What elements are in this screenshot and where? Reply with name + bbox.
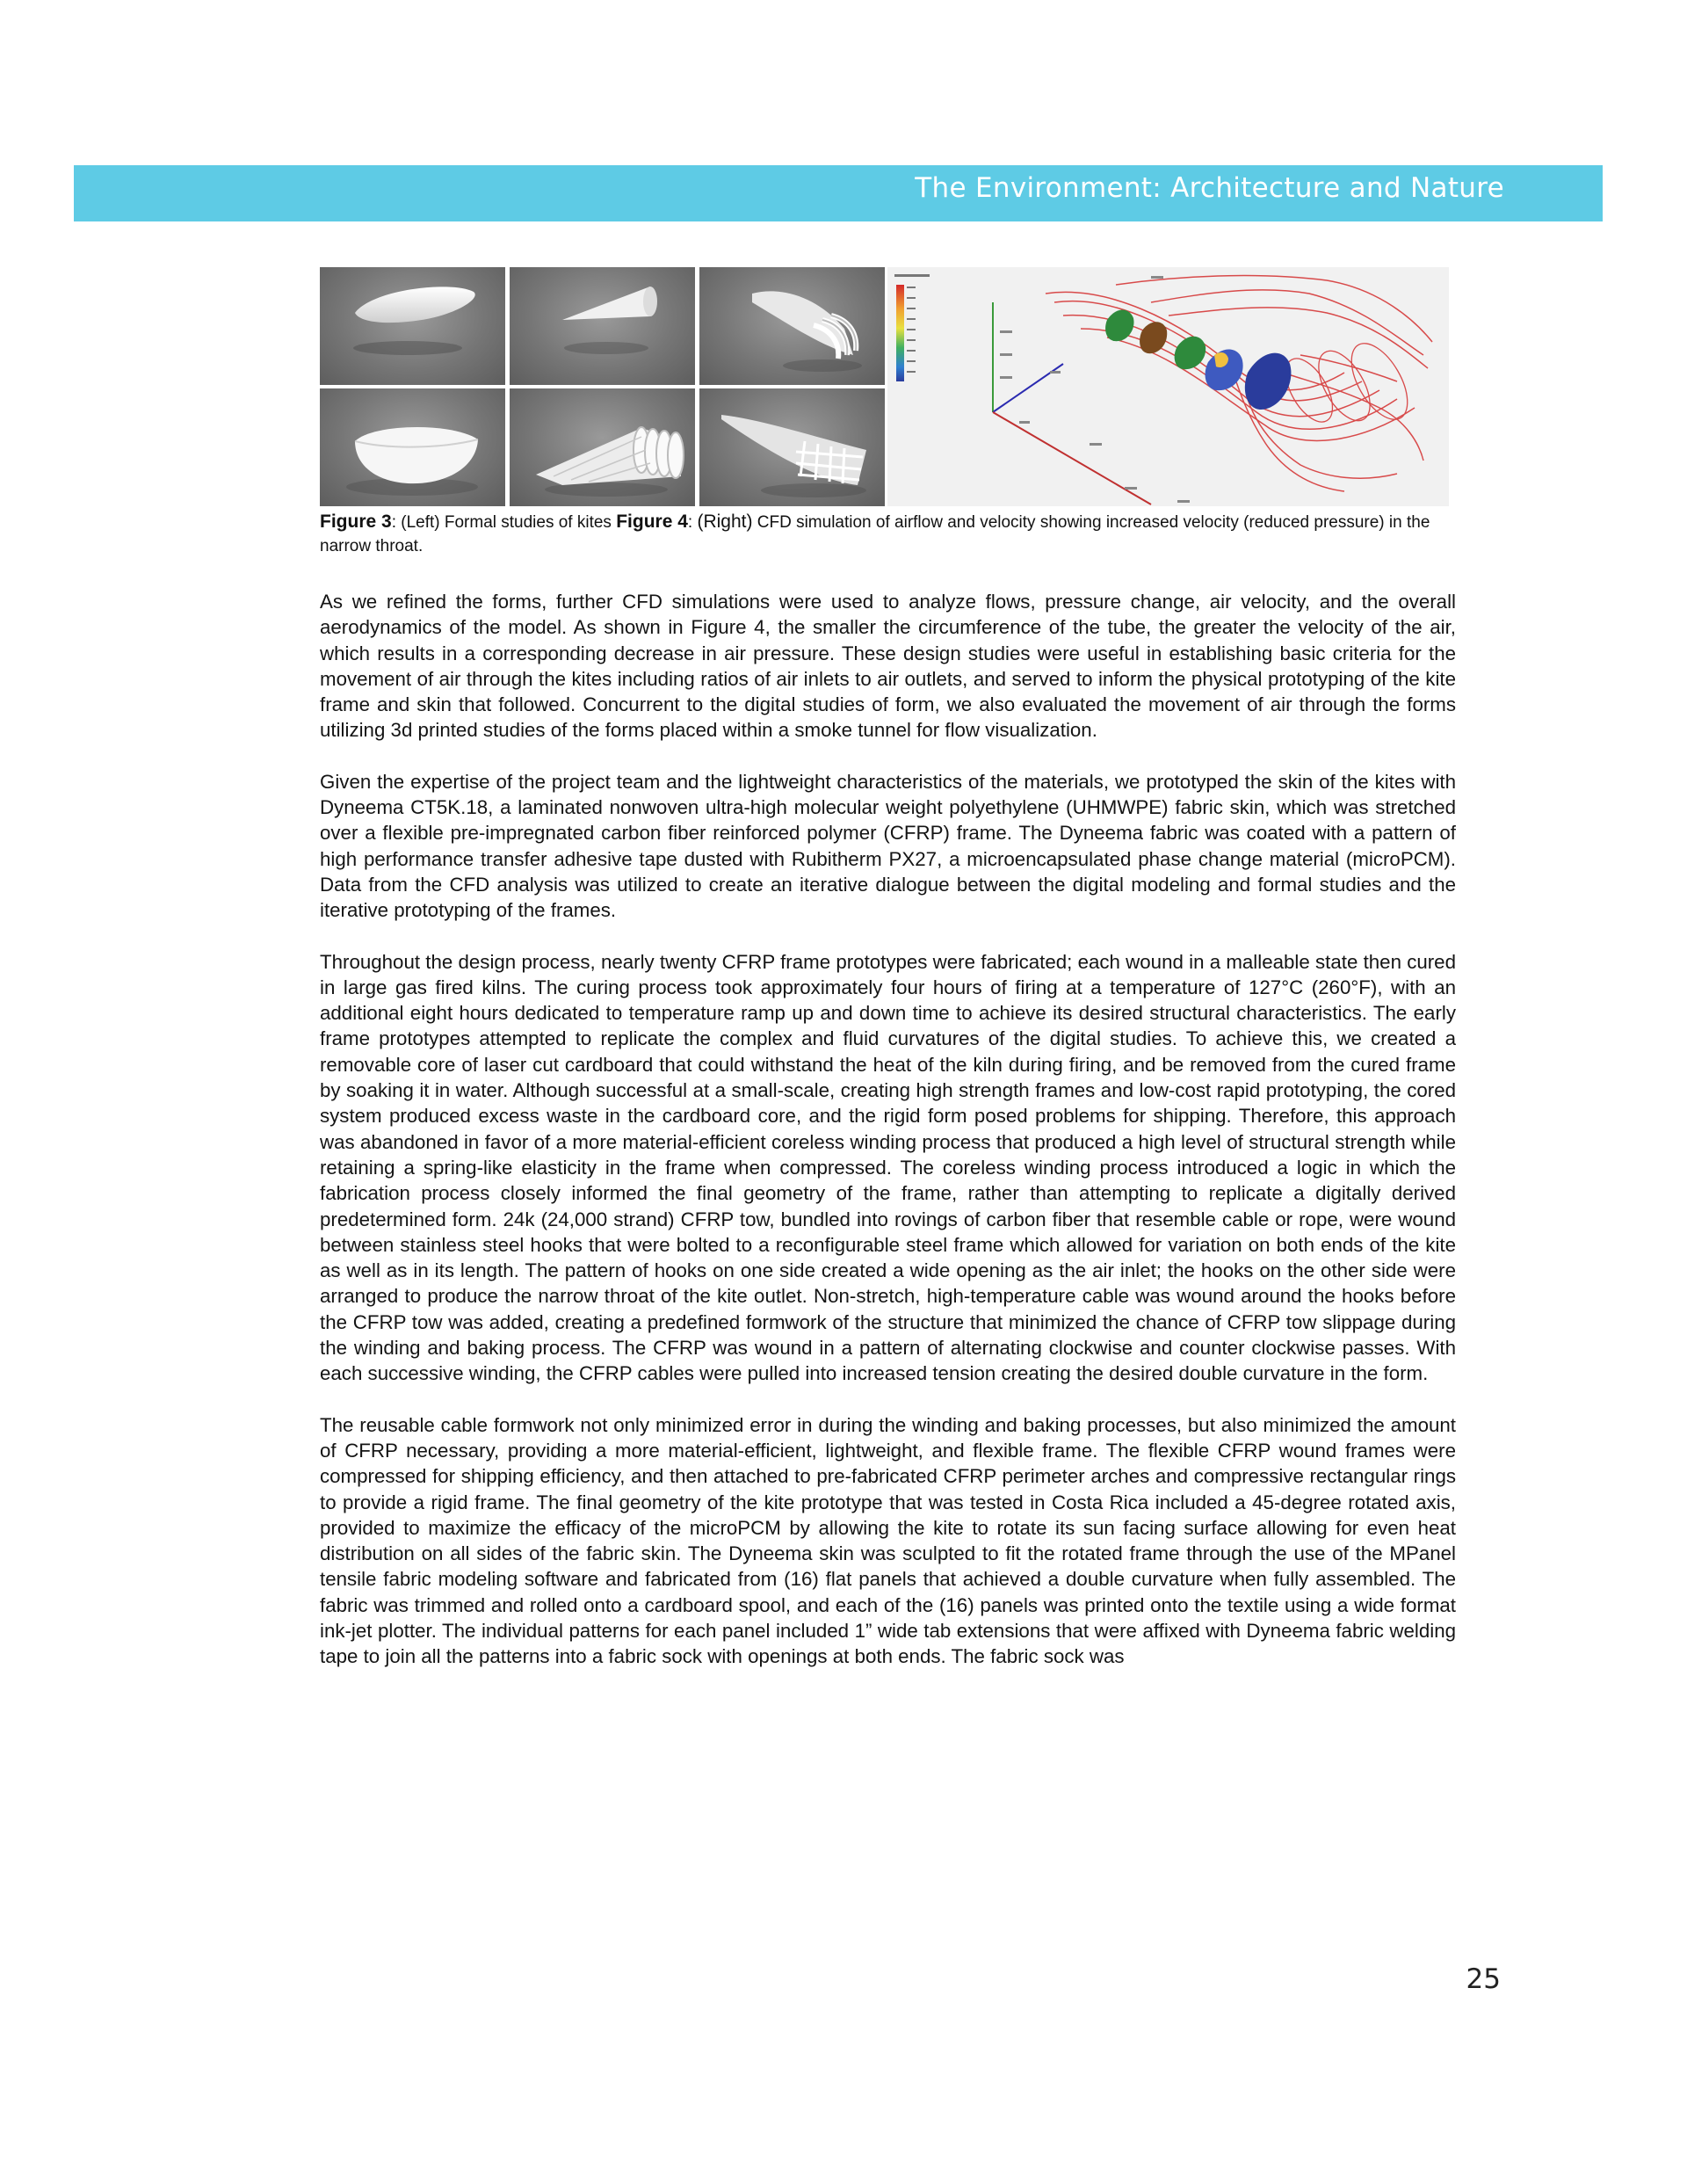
kite-form-ringed-tube [510,388,695,506]
paragraph-cfd-simulations: As we refined the forms, further CFD simulations were used to analyze flows, pressure change, air velocity, and the overall aerodynamics of the model. As shown in Figure 4, the smaller the circumference of the tube, the greater the velocity of the air, which results in a corresponding decrease in air pressure. These design studies were useful in establishing basic criteria for the movement of air through the kites including ratios of air inlets to air outlets, and served to inform the physical prototyping of the kite frame and skin that followed. Concurrent to the digital studies of form, we also evaluated the movement of air through the forms utilizing 3d printed studies of the forms placed within a smoke tunnel for flow visualization. [320,591,1456,742]
kite-form-stacked-rings [699,267,885,385]
cfd-velocity-simulation [887,267,1449,506]
body-text [320,589,1456,1695]
figure-4-right-label: (Right) [697,512,753,532]
figure-4-separator: : [687,513,698,532]
velocity-legend-bar [896,285,904,381]
paragraph-materials: Given the expertise of the project team and the lightweight characteristics of the materials, we prototyped the skin of the kites with Dyneema CT5K.18, a laminated nonwoven ultra-high molecular weight polyethylene (UHMWPE) fabric skin, which was stretched over a flexible pre-impregnated carbon fiber reinforced polymer (CFRP) frame. The Dyneema fabric was coated with a pattern of high performance transfer adhesive tape dusted with Rubitherm PX27, a microencapsulated phase change material (microPCM). Data from the CFD analysis was utilized to create an iterative dialogue between the digital modeling and formal studies and the iterative prototyping of the frames. [320,770,1456,922]
figure-3-4-composite [320,267,1449,506]
figure-caption [320,510,1462,558]
figure-4-label: Figure 4 [616,512,688,532]
kite-form-lattice [699,388,885,506]
figure-3-label: Figure 3 [320,512,392,532]
paragraph-frame-prototypes: Throughout the design process, nearly twenty CFRP frame prototypes were fabricated; each wound in a malleable state then cured in large gas fired kilns. The curing process took approximately four hours of firing at a temperature of 127°C (260°F), with an additional eight hours dedicated to temperature ramp up and down time to achieve its desired structural characteristics. The early frame prototypes attempted to replicate the complex and fluid curvatures of the digital studies. To achieve this, we created a removable core of laser cut cardboard that could withstand the heat of the kiln during firing, and be removed from the cured frame by soaking it in water. Although successful at a small-scale, creating high strength frames and low-cost rapid prototyping, the cored system produced excess waste in the cardboard core, and the rigid form posed problems for shipping. Therefore, this approach was abandoned in favor of a more material-efficient coreless winding process that produced a high level of structural strength while retaining a spring-like elasticity in the frame when compressed. The coreless winding process introduced a logic in which the fabrication process closely informed the final geometry of the frame, rather than attempting to replicate a digitally derived predetermined form. 24k (24,000 strand) CFRP tow, bundled into rovings of carbon fiber that resemble cable or rope, were wound between stainless steel hooks that were bolted to a reconfigurable steel frame which allowed for variation on both ends of the kite as well as in its length. The pattern of hooks on one side created a wide opening as the air inlet; the hooks on the other side were arranged to produce the narrow throat of the kite outlet. Non-stretch, high-temperature cable was wound around the hooks before the CFRP tow was added, creating a predefined formwork of the structure that minimized the chance of CFRP tow slippage during the winding and baking process. The CFRP was wound in a pattern of alternating clockwise and counter clockwise passes. With each successive winding, the CFRP cables were pulled into increased tension creating the desired double curvature in the form. [320,950,1456,1385]
figure-4-text: CFD simulation of airflow and velocity showing increased velocity (reduced pressure) in the narrow throat. [320,513,1430,555]
header-band [74,165,1603,221]
kite-form-cone [510,267,695,385]
kite-form-shell [320,388,505,506]
running-header-title: The Environment: Architecture and Nature [915,172,1504,204]
kite-form-ellipsoid [320,267,505,385]
figure-3-text: : (Left) Formal studies of kites [391,513,617,532]
page-number: 25 [1466,1963,1501,1995]
paragraph-cable-formwork: The reusable cable formwork not only minimized error in during the winding and baking processes, but also minimized the amount of CFRP necessary, providing a more material-efficient, lightweight, and flexible frame. The flexible CFRP wound frames were compressed for shipping efficiency, and then attached to pre-fabricated CFRP perimeter arches and compressive rectangular rings to provide a rigid frame. The final geometry of the kite prototype that was tested in Costa Rica included a 45-degree rotated axis, provided to maximize the efficacy of the microPCM by allowing the kite to rotate its sun facing surface allowing for even heat distribution on all sides of the fabric skin. The Dyneema skin was sculpted to fit the rotated frame through the use of the MPanel tensile fabric modeling software and fabricated from (16) flat panels that achieved a double curvature when fully assembled. The fabric was trimmed and rolled onto a cardboard spool, and each of the (16) panels was printed onto the textile using a wide format ink-jet plotter. The individual patterns for each panel included 1” wide tab extensions that were affixed with Dyneema fabric welding tape to join all the patterns into a fabric sock with openings at both ends. The fabric sock was [320,1413,1456,1668]
